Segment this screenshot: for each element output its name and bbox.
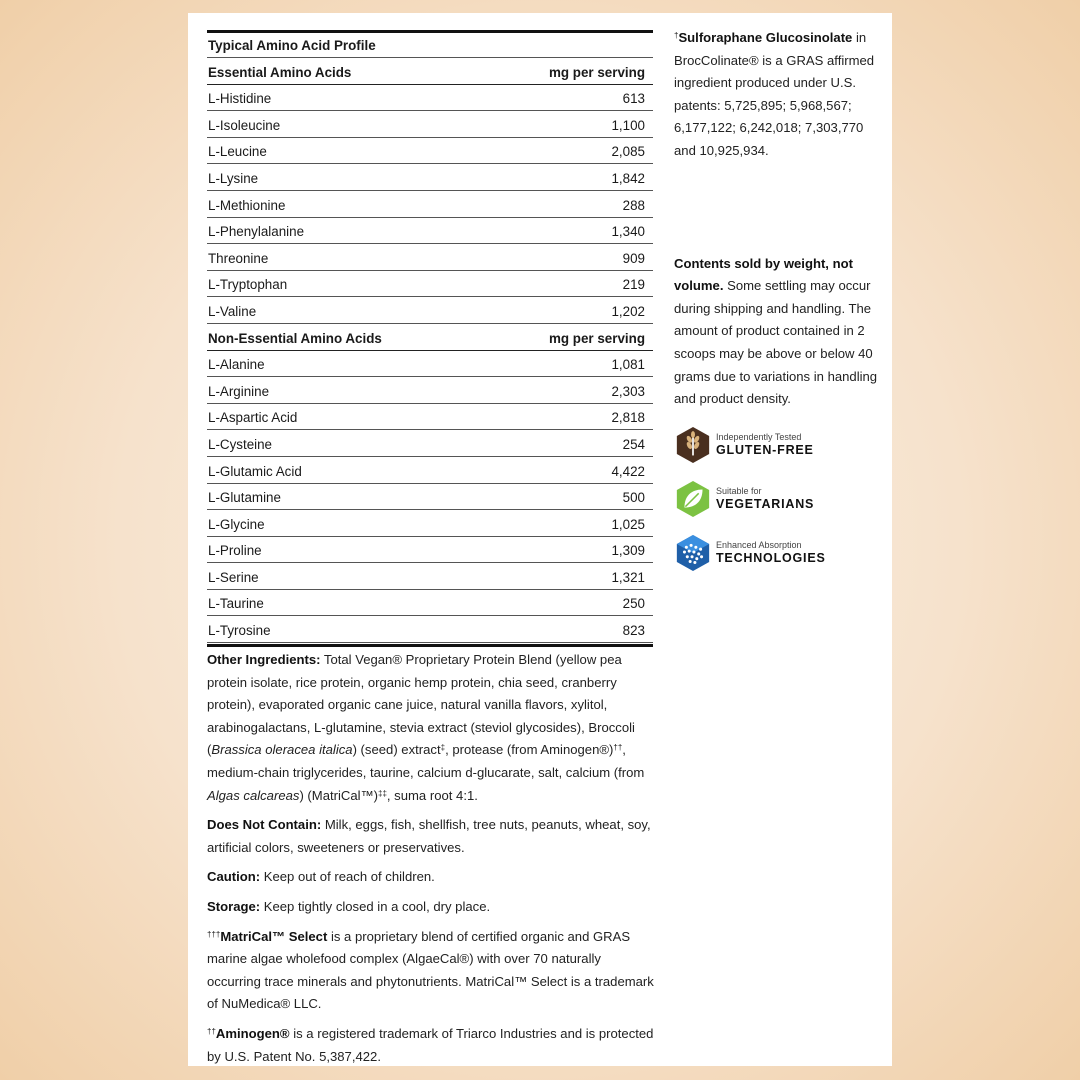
amino-acid-name: L-Valine [208, 303, 257, 319]
amino-acid-mg: 1,842 [611, 170, 645, 186]
amino-acid-mg: 1,100 [611, 117, 645, 133]
amino-acid-mg: 288 [622, 197, 645, 213]
amino-acid-name: L-Glycine [208, 516, 265, 532]
table-row [207, 244, 653, 271]
badge-list [674, 425, 886, 573]
non-essential-rows [207, 351, 653, 644]
gluten-free-big: GLUTEN-FREE [716, 442, 814, 457]
essential-rows [207, 85, 653, 324]
amino-acid-name: L-Lysine [208, 170, 259, 186]
amino-acid-mg: 1,309 [611, 543, 645, 559]
amino-acid-table [207, 30, 653, 647]
supplement-label [188, 13, 892, 1066]
amino-acid-name: L-Isoleucine [208, 117, 281, 133]
amino-acid-name: Threonine [208, 250, 269, 266]
vegetarian-big: VEGETARIANS [716, 496, 815, 511]
amino-acid-mg: 1,340 [611, 224, 645, 240]
table-row [207, 85, 653, 112]
wheat-icon [674, 426, 712, 464]
amino-acid-name: L-Aspartic Acid [208, 410, 298, 426]
table-bottom-rule [207, 644, 653, 647]
amino-acid-mg: 823 [622, 623, 645, 639]
vegetarian-badge [674, 479, 886, 519]
table-row [207, 111, 653, 138]
amino-acid-name: L-Proline [208, 543, 262, 559]
amino-acid-name: L-Methionine [208, 197, 286, 213]
amino-acid-name: L-Arginine [208, 383, 270, 399]
non-essential-header-row [207, 324, 653, 351]
essential-unit-header: mg per serving [549, 64, 645, 80]
amino-acid-name: L-Tryptophan [208, 277, 288, 293]
amino-acid-name: L-Serine [208, 569, 259, 585]
right-column [674, 27, 886, 573]
table-row [207, 537, 653, 564]
other-ingredients: Other Ingredients: Total Vegan® Proprietary Protein Blend (yellow pea protein isolate, rice protein, organic hemp protein, chia seed, cranberry protein), evaporated organic cane juice, natural vanilla flavors, xylitol, arabinogalactans, L-glutamine, stevia extract (steviol glycosides), Broccoli (Brassica oleracea italica) (seed) extract‡, protease (from Aminogen®)††, medium-chain triglycerides, taurine, calcium d-glucarate, salt, calcium (from Algas calcareas) (MatriCal™)‡‡, suma root 4:1. [207, 652, 645, 803]
absorption-small: Enhanced Absorption [716, 540, 802, 551]
non-essential-header: Non-Essential Amino Acids [208, 330, 382, 346]
amino-acid-mg: 254 [622, 436, 645, 452]
table-title-row [207, 33, 653, 58]
amino-acid-mg: 250 [622, 596, 645, 612]
table-row [207, 377, 653, 404]
molecule-icon [674, 534, 712, 572]
table-row [207, 271, 653, 298]
amino-acid-name: L-Phenylalanine [208, 224, 305, 240]
table-row [207, 164, 653, 191]
essential-header: Essential Amino Acids [208, 64, 352, 80]
amino-acid-mg: 909 [622, 250, 645, 266]
table-row [207, 297, 653, 324]
leaf-icon [674, 480, 712, 518]
amino-acid-mg: 1,321 [611, 569, 645, 585]
vegetarian-small: Suitable for [716, 486, 762, 497]
table-row [207, 616, 653, 643]
table-row [207, 404, 653, 431]
amino-acid-mg: 1,202 [611, 303, 645, 319]
amino-acid-name: L-Cysteine [208, 436, 273, 452]
table-row [207, 191, 653, 218]
absorption-badge [674, 533, 886, 573]
gluten-free-badge [674, 425, 886, 465]
amino-acid-name: L-Glutamic Acid [208, 463, 302, 479]
storage: Storage: Keep tightly closed in a cool, dry place. [207, 898, 491, 914]
amino-acid-mg: 613 [622, 91, 645, 107]
table-title: Typical Amino Acid Profile [208, 38, 376, 53]
caution: Caution: Keep out of reach of children. [207, 869, 435, 885]
amino-acid-mg: 4,422 [611, 463, 645, 479]
amino-acid-name: L-Tyrosine [208, 623, 271, 639]
table-row [207, 457, 653, 484]
table-row [207, 430, 653, 457]
amino-acid-mg: 1,081 [611, 357, 645, 373]
amino-acid-name: L-Histidine [208, 91, 272, 107]
ingredient-notes [207, 649, 655, 1075]
matrical-note: †††MatriCal™ Select is a proprietary blend of certified organic and GRAS marine algae wholefood complex (AlgaeCal®) with over 70 naturally occurring trace minerals and phytonutrients. MatriCal™ Select is a trademark of NuMedica® LLC. [207, 928, 654, 1012]
amino-acid-mg: 2,085 [611, 144, 645, 160]
aminogen-note: ††Aminogen® is a registered trademark of Triarco Industries and is protected by U.S. Patent No. 5,387,422. [207, 1025, 654, 1064]
table-row [207, 218, 653, 245]
amino-acid-mg: 1,025 [611, 516, 645, 532]
table-row [207, 138, 653, 165]
table-row [207, 484, 653, 511]
amino-acid-mg: 500 [622, 490, 645, 506]
amino-acid-mg: 2,303 [611, 383, 645, 399]
amino-acid-mg: 219 [622, 277, 645, 293]
amino-acid-name: L-Glutamine [208, 490, 281, 506]
non-essential-unit-header: mg per serving [549, 330, 645, 346]
essential-header-row [207, 58, 653, 85]
does-not-contain: Does Not Contain: Milk, eggs, fish, shellfish, tree nuts, peanuts, wheat, soy, artificial colors, sweeteners or preservatives. [207, 817, 651, 855]
table-row [207, 351, 653, 378]
gluten-free-small: Independently Tested [716, 432, 802, 443]
table-row [207, 510, 653, 537]
table-row [207, 590, 653, 617]
sulforaphane-note: †Sulforaphane Glucosinolate in BrocColinate® is a GRAS affirmed ingredient produced under U.S. patents: 5,725,895; 5,968,567; 6,177,122; 6,242,018; 7,303,770 and 10,925,934. [674, 30, 875, 158]
contents-note: Contents sold by weight, not volume. Some settling may occur during shipping and handling. The amount of product contained in 2 scoops may be above or below 40 grams due to variations in handling and product density. [674, 255, 878, 407]
amino-acid-mg: 2,818 [611, 410, 645, 426]
amino-acid-name: L-Leucine [208, 144, 267, 160]
absorption-big: TECHNOLOGIES [716, 550, 826, 565]
table-row [207, 563, 653, 590]
amino-acid-name: L-Taurine [208, 596, 264, 612]
amino-acid-name: L-Alanine [208, 357, 265, 373]
